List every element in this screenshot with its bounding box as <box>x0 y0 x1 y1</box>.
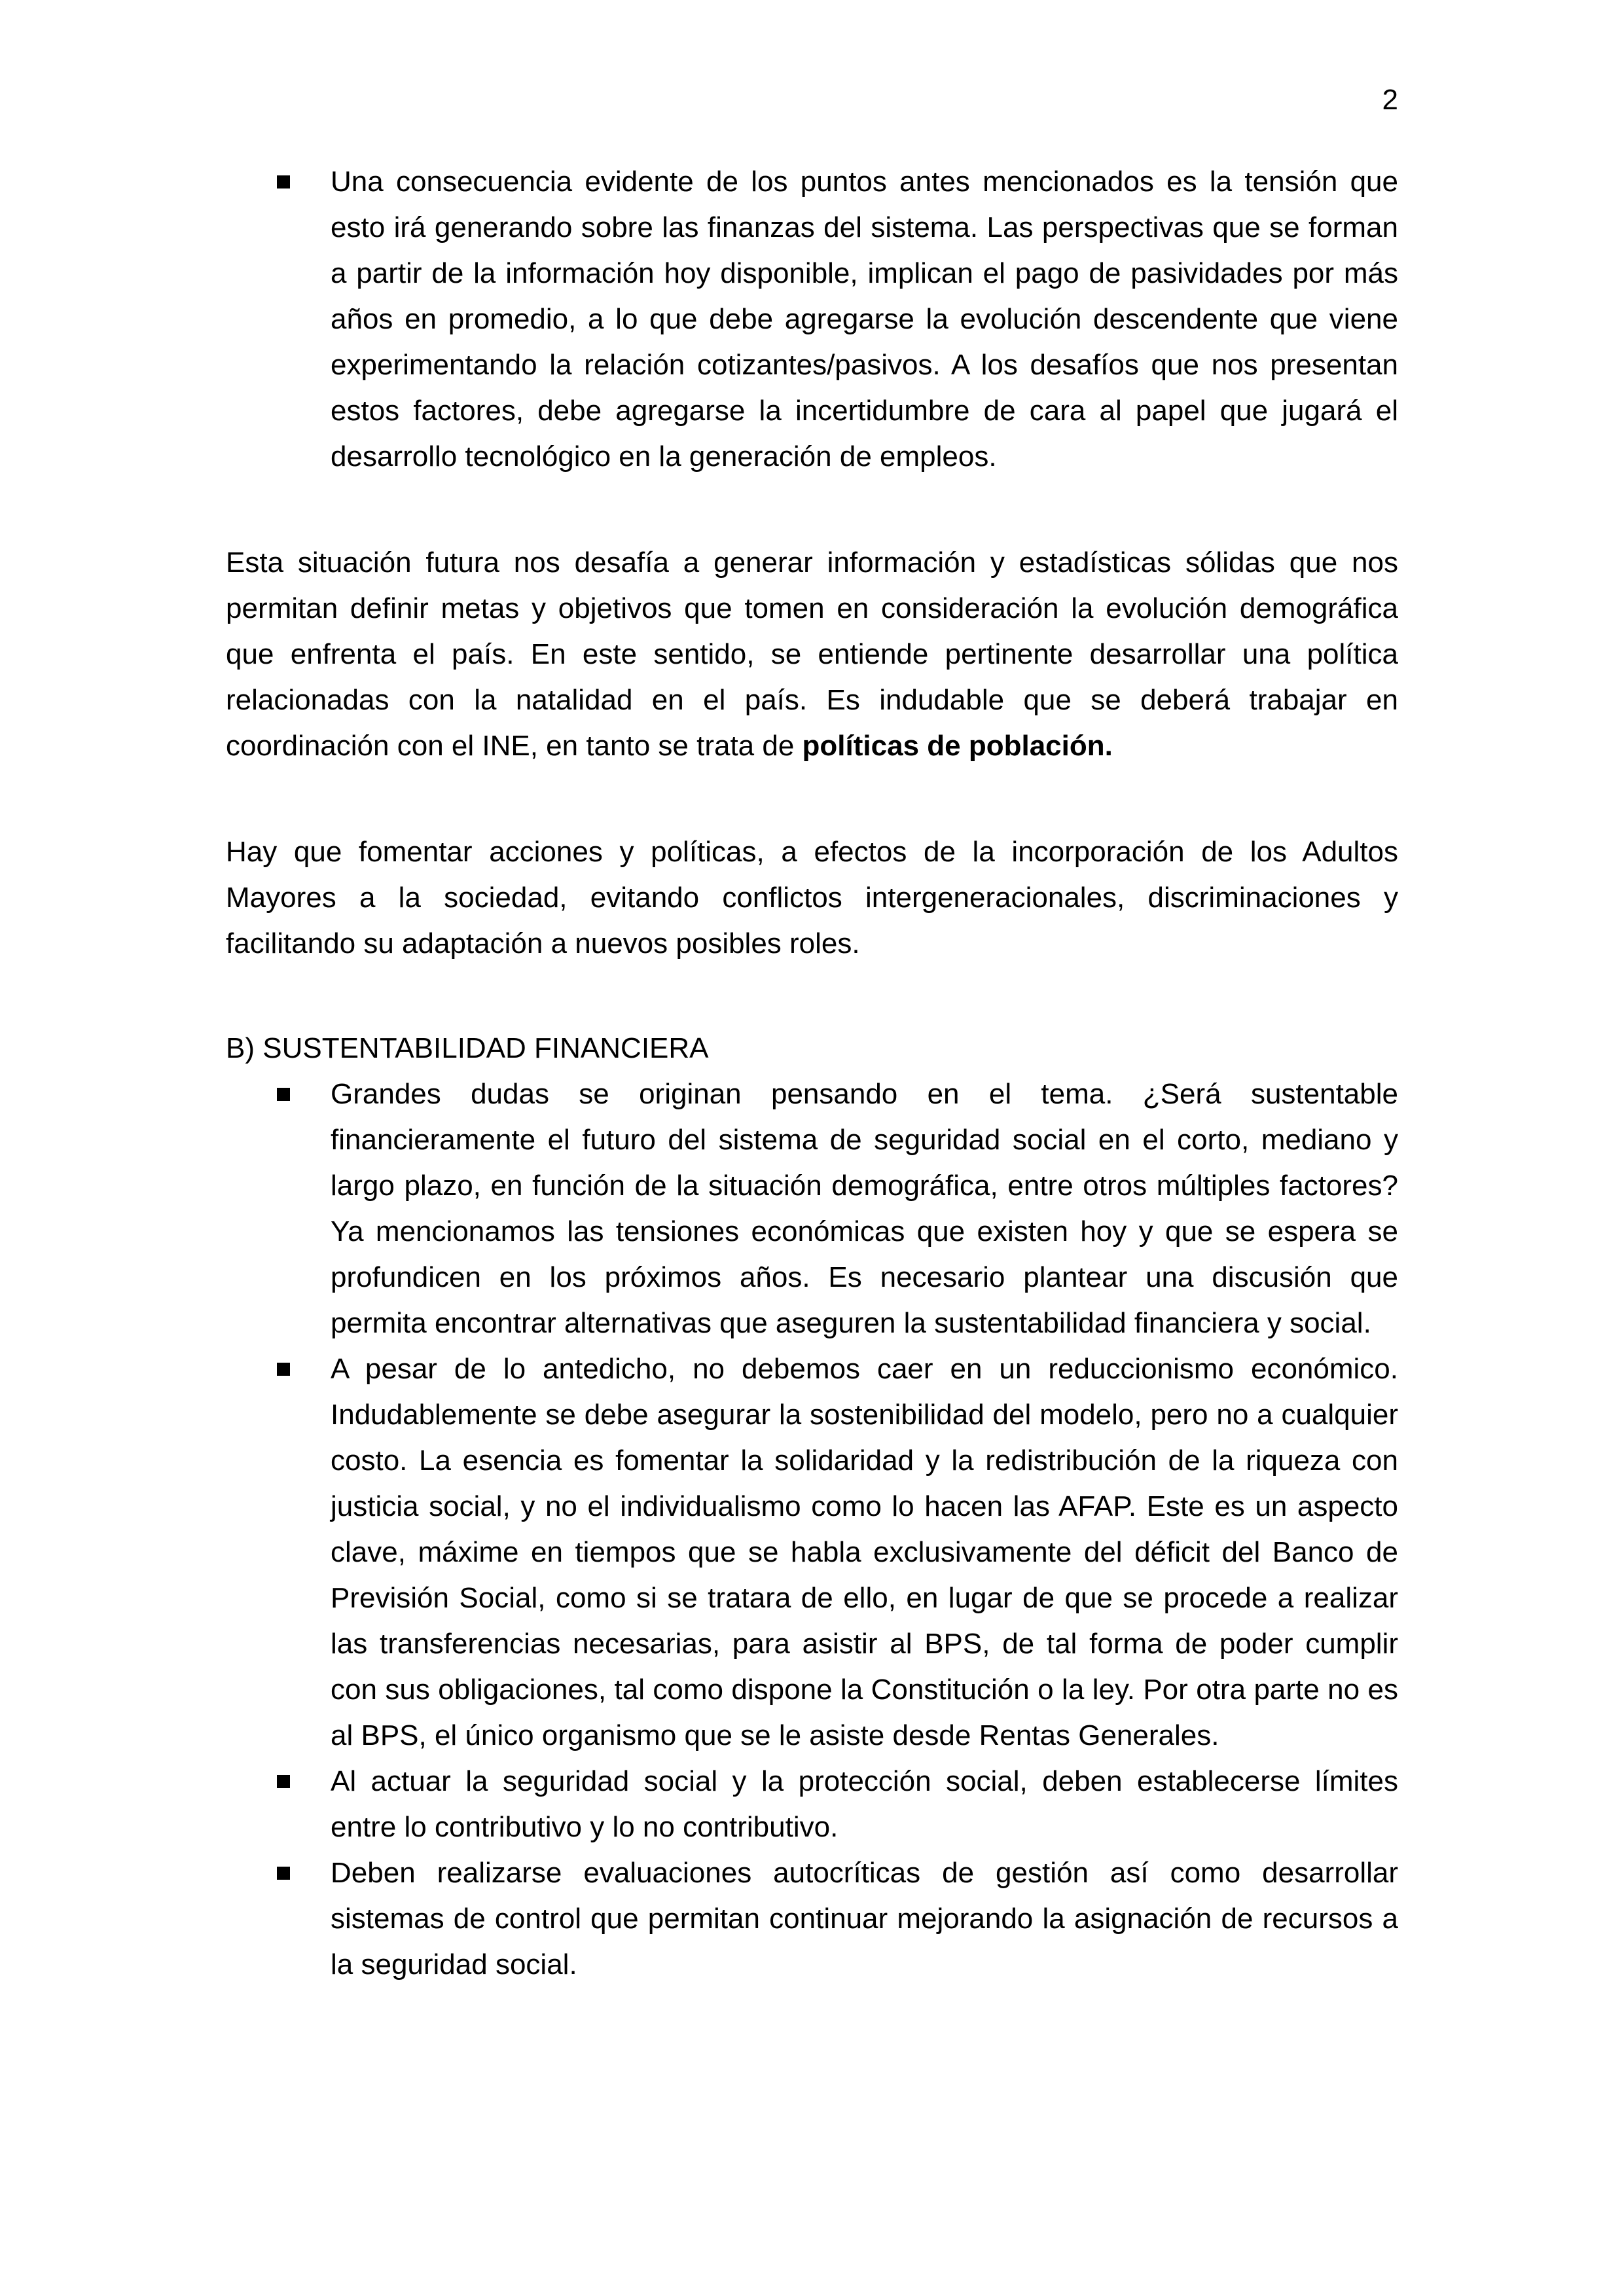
list-item <box>226 1759 1398 1850</box>
bullet-square-icon <box>277 1775 290 1788</box>
bullet-square-icon <box>277 1867 290 1880</box>
bold-phrase-politicas-de-poblacion: políticas de población. <box>802 730 1113 762</box>
section-heading-b: B) SUSTENTABILIDAD FINANCIERA <box>226 1032 709 1064</box>
list-item <box>226 1850 1398 1988</box>
bullet-list-b <box>226 1071 1398 1988</box>
list-item <box>226 1346 1398 1759</box>
paragraph-text: Esta situación futura nos desafía a generar información y estadísticas sólidas que nos permitan definir metas y objetivos que tomen en consideración la evolución demográfica que enfrenta el país. En este sentido, se entiende pertinente desarrollar una política relacionadas con la natalidad en el país. Es indudable que se deberá trabajar en coordinación con el INE, en tanto se trata de <box>226 547 1398 762</box>
list-item-text: Al actuar la seguridad social y la protección social, deben establecerse límites entre lo contributivo y lo no contributivo. <box>331 1765 1398 1843</box>
bullet-square-icon <box>277 1088 290 1101</box>
list-item <box>226 159 1398 480</box>
list-item-text: Una consecuencia evidente de los puntos antes mencionados es la tensión que esto irá generando sobre las finanzas del sistema. Las perspectivas que se forman a partir de la información hoy disponible, implican el pago de pasividades por más años en promedio, a lo que debe agregarse la evolución descendente que viene experimentando la relación cotizantes/pasivos. A los desafíos que nos presentan estos factores, debe agregarse la incertidumbre de cara al papel que jugará el desarrollo tecnológico en la generación de empleos. <box>331 166 1398 473</box>
bullet-list-a <box>226 159 1398 480</box>
list-item-text: A pesar de lo antedicho, no debemos caer en un reduccionismo económico. Indudablemente se debe asegurar la sostenibilidad del modelo, pero no a cualquier costo. La esencia es fomentar la solidaridad y la redistribución de la riqueza con justicia social, y no el individualismo como lo hacen las AFAP. Este es un aspecto clave, máxime en tiempos que se habla exclusivamente del déficit del Banco de Previsión Social, como si se tratara de ello, en lugar de que se procede a realizar las transferencias necesarias, para asistir al BPS, de tal forma de poder cumplir con sus obligaciones, tal como dispone la Constitución o la ley. Por otra parte no es al BPS, el único organismo que se le asiste desde Rentas Generales. <box>331 1353 1398 1751</box>
bullet-square-icon <box>277 175 290 188</box>
page-number: 2 <box>1382 84 1398 116</box>
list-item-text: Deben realizarse evaluaciones autocríticas de gestión así como desarrollar sistemas de control que permitan continuar mejorando la asignación de recursos a la seguridad social. <box>331 1857 1398 1981</box>
list-item <box>226 1071 1398 1346</box>
list-item-text: Grandes dudas se originan pensando en el tema. ¿Será sustentable financieramente el futuro del sistema de seguridad social en el corto, mediano y largo plazo, en función de la situación demográfica, entre otros múltiples factores? Ya mencionamos las tensiones económicas que existen hoy y que se espera se profundicen en los próximos años. Es necesario plantear una discusión que permita encontrar alternativas que aseguren la sustentabilidad financiera y social. <box>331 1078 1398 1339</box>
paragraph-adultos-mayores: Hay que fomentar acciones y políticas, a efectos de la incorporación de los Adultos Mayores a la sociedad, evitando conflictos intergeneracionales, discriminaciones y facilitando su adaptación a nuevos posibles roles. <box>226 836 1398 960</box>
paragraph-future-situation <box>226 540 1398 769</box>
bullet-square-icon <box>277 1363 290 1376</box>
